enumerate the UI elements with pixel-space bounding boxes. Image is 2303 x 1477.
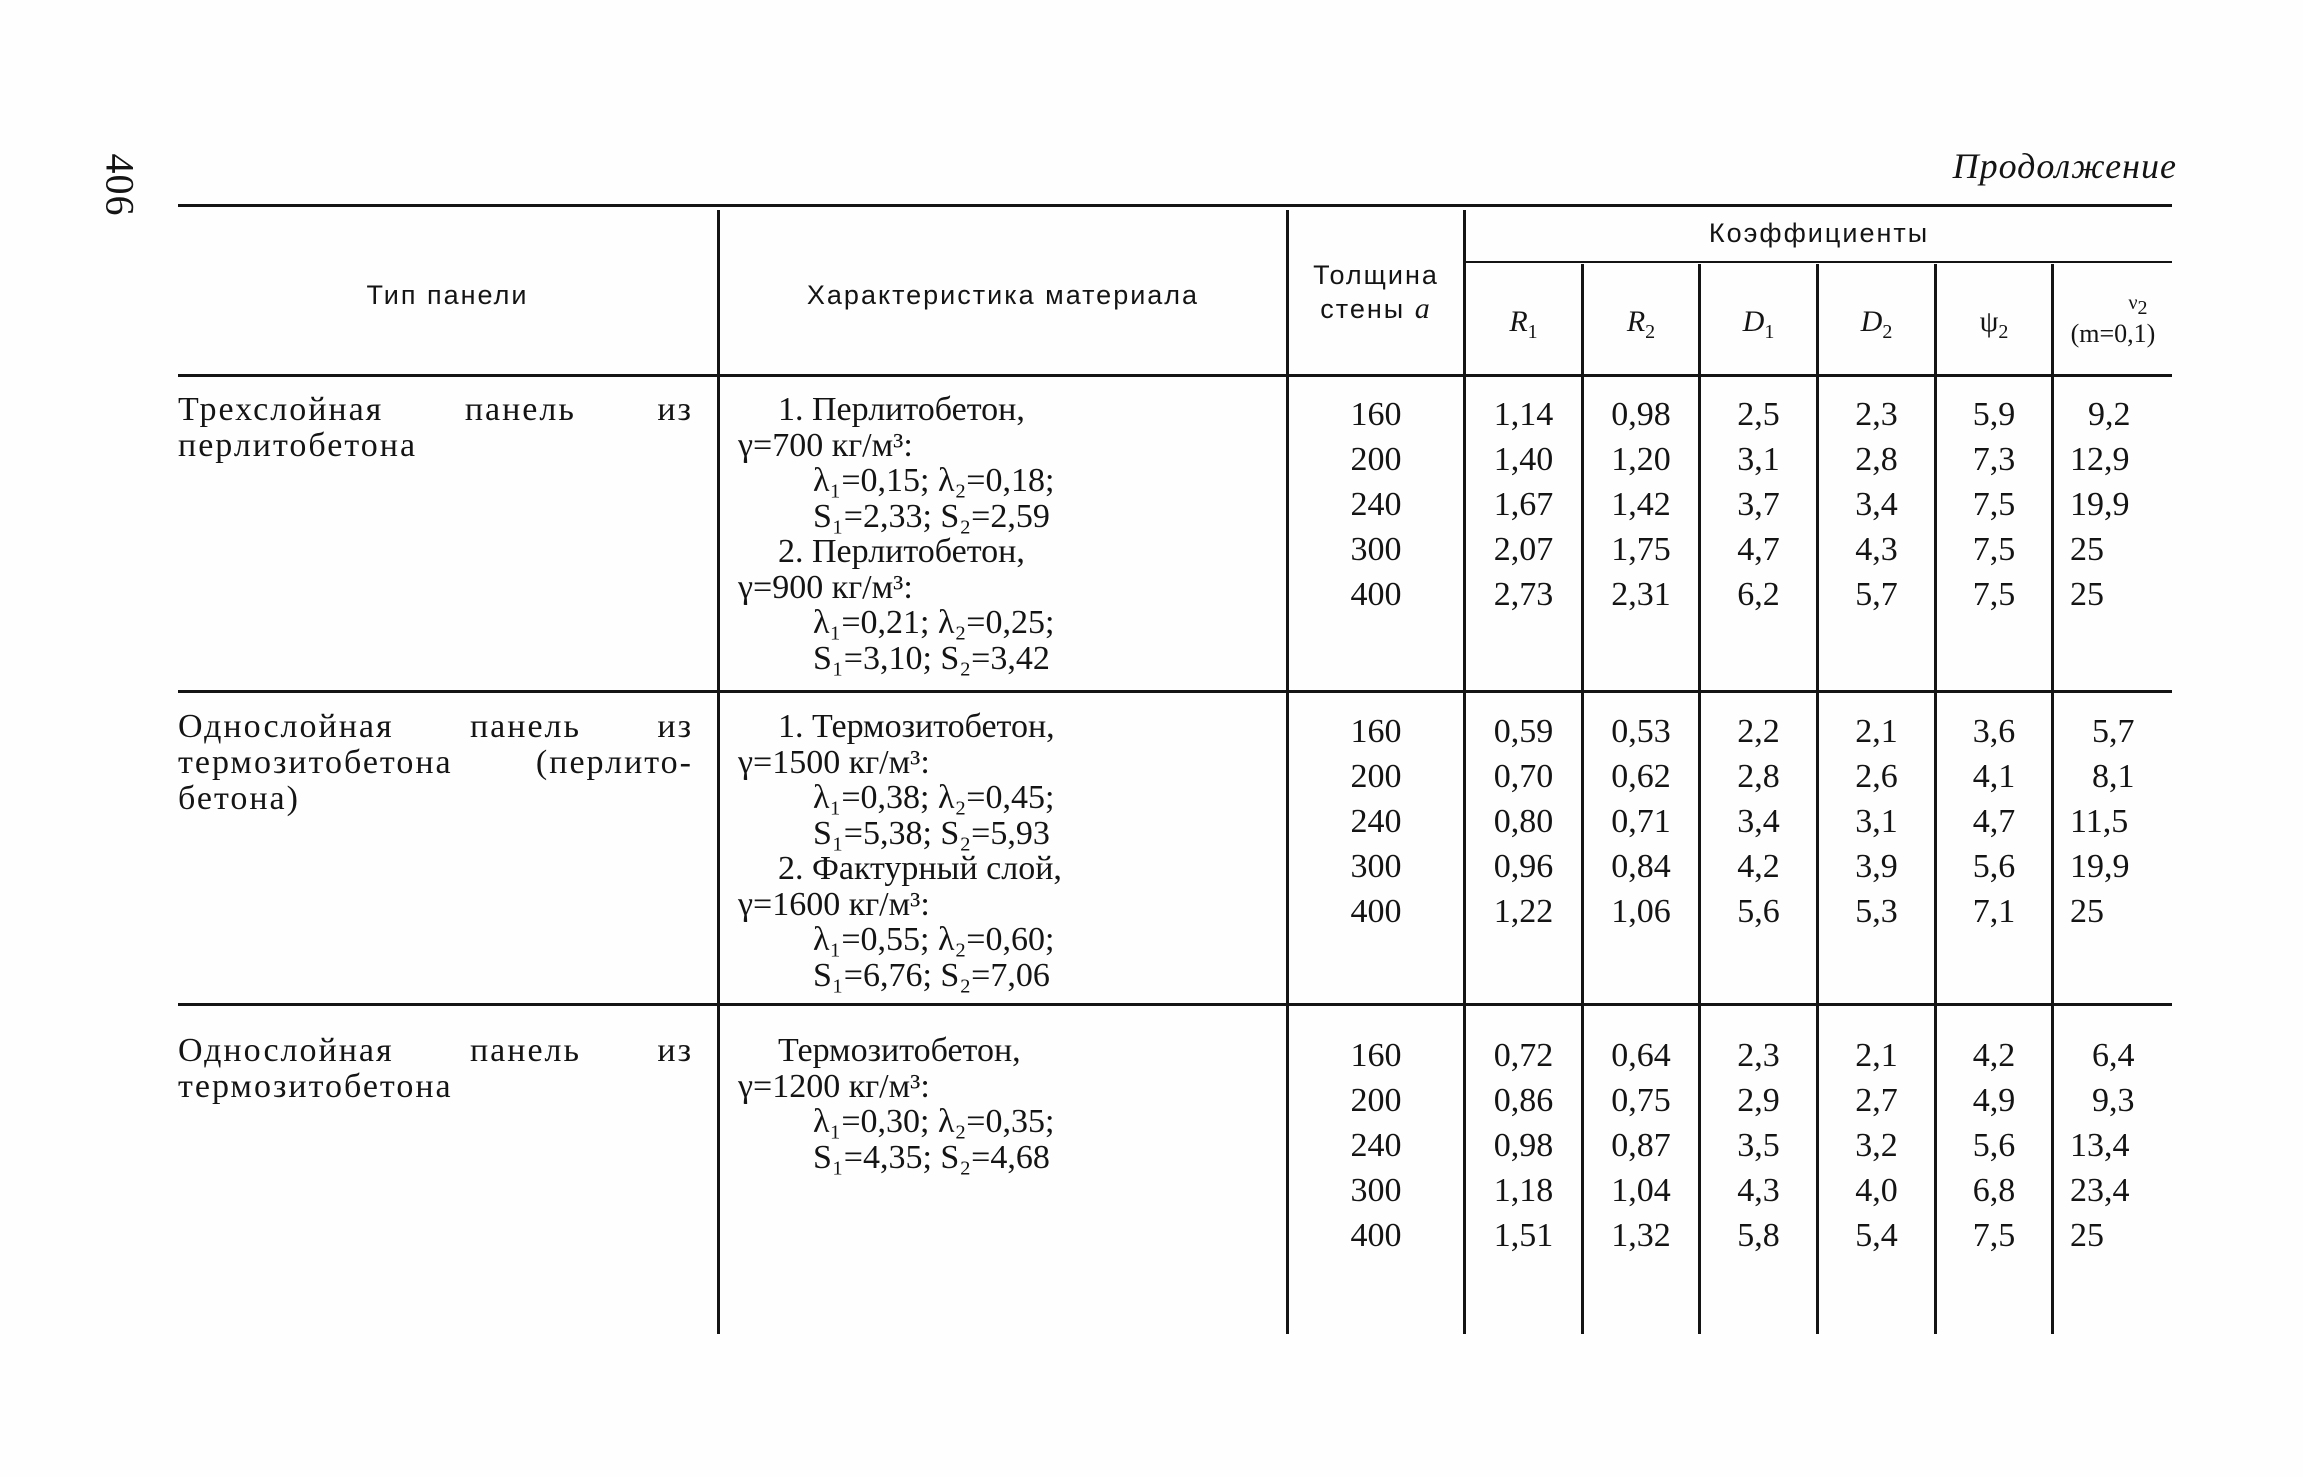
cell: 0,53 (1611, 713, 1671, 750)
cell: 4,7 (1972, 803, 2016, 840)
header-r1 (1466, 305, 1581, 344)
cell: 5,7 (1855, 576, 1898, 613)
row1-material-line: γ=700 кг/м³: (738, 426, 913, 464)
header-r2-symbol: R (1626, 305, 1646, 338)
row2-panel-type: Однослойная панель из термозитобетона (перлито-бетона) (178, 708, 693, 817)
header-nu2-symbol: ν (2128, 292, 2138, 314)
cell: 5,6 (1972, 848, 2016, 885)
cell: 2,3 (1737, 1037, 1780, 1074)
cell: 1,67 (1493, 486, 1554, 523)
cell: 4,9 (1972, 1082, 2016, 1119)
cell: 1,06 (1611, 893, 1671, 930)
row2-psi2-values (1937, 709, 2051, 934)
cell: 1,42 (1611, 486, 1671, 523)
cell: 0,86 (1493, 1082, 1554, 1119)
row2-material-line: 1. Термозитобетон, (778, 708, 1055, 745)
header-nu2-condition: (m=0,1) (2070, 319, 2156, 348)
row1-thickness-values (1289, 392, 1463, 617)
cell: 240 (1350, 803, 1402, 840)
row2-r2-values (1584, 709, 1698, 934)
cell: 5,4 (1855, 1217, 1898, 1254)
row3-material-line: Термозитобетон, (778, 1032, 1021, 1069)
header-d1 (1701, 305, 1816, 344)
cell: 6,2 (1737, 576, 1780, 613)
row1-material-line: S₁=2,33; S₂=2,59 (813, 497, 1050, 535)
cell: 400 (1350, 576, 1402, 613)
header-r1-symbol: R (1509, 305, 1528, 338)
row3-material-line: S₁=4,35; S₂=4,68 (813, 1138, 1050, 1176)
row1-material-line: λ₁=0,15; λ₂=0,18; (813, 462, 1055, 499)
cell: 2,9 (1737, 1082, 1780, 1119)
cell: 240 (1350, 486, 1402, 523)
cell: 0,72 (1493, 1037, 1554, 1074)
header-d2-symbol: D (1860, 305, 1883, 338)
cell: 0,98 (1611, 396, 1671, 433)
row2-material-line: S₁=5,38; S₂=5,93 (813, 814, 1050, 852)
cell: 2,1 (1855, 713, 1898, 750)
header-nu2-top (2054, 290, 2172, 321)
cell: 0,98 (1493, 1127, 1554, 1164)
cell: 4,7 (1737, 531, 1780, 568)
row3-thickness-values (1289, 1033, 1463, 1258)
col-divider-psi2 (2051, 264, 2054, 1334)
cell: 0,64 (1611, 1037, 1671, 1074)
row-divider-1 (178, 690, 2172, 693)
cell: 400 (1350, 1217, 1402, 1254)
cell: 0,71 (1611, 803, 1671, 840)
cell: 300 (1350, 848, 1402, 885)
cell: 2,2 (1737, 713, 1780, 750)
row3-r1-values (1466, 1033, 1581, 1258)
header-d1-sub: 1 (1764, 321, 1775, 343)
row3-material (738, 1033, 1054, 1175)
row1-material-line: λ₁=0,21; λ₂=0,25; (813, 604, 1055, 641)
row2-nu2-values (2070, 709, 2170, 934)
cell: 9,2 (2088, 396, 2131, 433)
cell: 200 (1350, 1082, 1402, 1119)
row2-material-line: λ₁=0,38; λ₂=0,45; (813, 779, 1055, 816)
cell: 1,40 (1493, 441, 1554, 478)
header-r2-sub: 2 (1645, 321, 1656, 343)
header-d2 (1819, 305, 1934, 344)
cell: 7,1 (1972, 893, 2016, 930)
cell: 5,3 (1855, 893, 1898, 930)
header-thickness-word: стены (1320, 294, 1406, 324)
row2-material-line: λ₁=0,55; λ₂=0,60; (813, 921, 1055, 958)
cell: 1,20 (1611, 441, 1671, 478)
col-divider-type (717, 210, 720, 1334)
row1-r2-values (1584, 392, 1698, 617)
cell: 3,2 (1855, 1127, 1898, 1164)
cell: 4,0 (1855, 1172, 1898, 1209)
cell: 1,04 (1611, 1172, 1671, 1209)
row3-panel-type: Однослойная панель из термозитобетона (178, 1032, 693, 1105)
cell: 3,4 (1855, 486, 1898, 523)
cell: 1,75 (1611, 531, 1671, 568)
cell: 1,18 (1493, 1172, 1554, 1209)
cell: 4,3 (1855, 531, 1898, 568)
cell: 240 (1350, 1127, 1402, 1164)
row2-r1-values (1466, 709, 1581, 934)
cell: 160 (1350, 1037, 1402, 1074)
header-r1-sub: 1 (1527, 321, 1538, 343)
cell: 1,51 (1493, 1217, 1554, 1254)
cell: 8,1 (2092, 758, 2135, 795)
cell: 0,75 (1611, 1082, 1671, 1119)
cell: 3,4 (1737, 803, 1780, 840)
cell: 200 (1350, 758, 1402, 795)
row1-nu2-values (2070, 392, 2170, 617)
row1-material (738, 392, 1054, 676)
cell: 7,5 (1972, 486, 2016, 523)
continued-label: Продолжение (1952, 146, 2177, 186)
row2-d1-values (1701, 709, 1816, 934)
header-thickness (1289, 258, 1463, 326)
cell: 0,70 (1493, 758, 1554, 795)
cell: 19,9 (2070, 848, 2130, 885)
row3-r2-values (1584, 1033, 1698, 1258)
cell: 11,5 (2070, 803, 2129, 840)
cell: 200 (1350, 441, 1402, 478)
header-thickness-line2 (1289, 292, 1463, 326)
cell: 7,5 (1972, 576, 2016, 613)
cell: 1,32 (1611, 1217, 1671, 1254)
row1-d1-values (1701, 392, 1816, 617)
cell: 5,7 (2092, 713, 2135, 750)
cell: 2,1 (1855, 1037, 1898, 1074)
row1-material-line: 2. Перлитобетон, (778, 533, 1025, 570)
row2-material (738, 709, 1062, 993)
cell: 9,3 (2092, 1082, 2135, 1119)
row3-d1-values (1701, 1033, 1816, 1258)
cell: 3,1 (1855, 803, 1898, 840)
cell: 0,87 (1611, 1127, 1671, 1164)
cell: 0,59 (1493, 713, 1554, 750)
cell: 13,4 (2070, 1127, 2130, 1164)
row3-d2-values (1819, 1033, 1934, 1258)
coefficients-rule (1466, 261, 2172, 263)
cell: 160 (1350, 396, 1402, 433)
row2-thickness-values (1289, 709, 1463, 934)
header-nu2 (2054, 290, 2172, 347)
row1-psi2-values (1937, 392, 2051, 617)
table-top-rule (178, 204, 2172, 207)
cell: 23,4 (2070, 1172, 2130, 1209)
row3-material-line: λ₁=0,30; λ₂=0,35; (813, 1103, 1055, 1140)
header-r2 (1584, 305, 1698, 344)
row1-d2-values (1819, 392, 1934, 617)
cell: 6,4 (2092, 1037, 2135, 1074)
cell: 25 (2070, 576, 2104, 613)
cell: 5,6 (1737, 893, 1780, 930)
row1-material-line: γ=900 кг/м³: (738, 568, 913, 606)
row2-material-line: 2. Фактурный слой, (778, 850, 1062, 887)
row3-psi2-values (1937, 1033, 2051, 1258)
cell: 7,3 (1972, 441, 2016, 478)
cell: 1,14 (1493, 396, 1554, 433)
header-panel-type: Тип панели (366, 280, 529, 310)
row1-material-line: S₁=3,10; S₂=3,42 (813, 639, 1050, 677)
cell: 2,8 (1737, 758, 1780, 795)
cell: 6,8 (1972, 1172, 2016, 1209)
cell: 3,6 (1972, 713, 2016, 750)
header-coefficients: Коэффициенты (1708, 218, 1930, 248)
cell: 300 (1350, 531, 1402, 568)
cell: 1,22 (1493, 893, 1554, 930)
cell: 19,9 (2070, 486, 2130, 523)
row-divider-2 (178, 1003, 2172, 1006)
header-psi2-symbol: ψ (1979, 305, 1999, 338)
cell: 160 (1350, 713, 1402, 750)
cell: 12,9 (2070, 441, 2130, 478)
cell: 2,7 (1855, 1082, 1898, 1119)
cell: 4,2 (1737, 848, 1780, 885)
cell: 7,5 (1972, 1217, 2016, 1254)
header-d1-symbol: D (1742, 305, 1765, 338)
header-d2-sub: 2 (1882, 321, 1893, 343)
cell: 7,5 (1972, 531, 2016, 568)
cell: 2,31 (1611, 576, 1671, 613)
cell: 300 (1350, 1172, 1402, 1209)
row1-material-line: 1. Перлитобетон, (778, 391, 1025, 428)
cell: 3,9 (1855, 848, 1898, 885)
cell: 4,3 (1737, 1172, 1780, 1209)
cell: 2,07 (1493, 531, 1554, 568)
cell: 25 (2070, 1217, 2104, 1254)
header-bottom-rule (178, 374, 2172, 377)
cell: 5,8 (1737, 1217, 1780, 1254)
cell: 4,1 (1972, 758, 2016, 795)
header-psi2 (1937, 305, 2051, 344)
cell: 2,73 (1493, 576, 1554, 613)
cell: 25 (2070, 531, 2104, 568)
header-material: Характеристика материала (806, 280, 1200, 310)
row3-nu2-values (2070, 1033, 2170, 1258)
row1-r1-values (1466, 392, 1581, 617)
row3-material-line: γ=1200 кг/м³: (738, 1067, 930, 1105)
page-number: 406 (97, 153, 143, 217)
cell: 4,2 (1972, 1037, 2016, 1074)
cell: 400 (1350, 893, 1402, 930)
row1-panel-type: Трехслойная панель из перлитобетона (178, 391, 693, 464)
cell: 0,84 (1611, 848, 1671, 885)
row2-material-line: S₁=6,76; S₂=7,06 (813, 956, 1050, 994)
row2-d2-values (1819, 709, 1934, 934)
cell: 5,9 (1972, 396, 2016, 433)
cell: 3,1 (1737, 441, 1780, 478)
cell: 2,3 (1855, 396, 1898, 433)
cell: 2,8 (1855, 441, 1898, 478)
cell: 0,80 (1493, 803, 1554, 840)
cell: 2,6 (1855, 758, 1898, 795)
cell: 5,6 (1972, 1127, 2016, 1164)
cell: 25 (2070, 893, 2104, 930)
cell: 3,5 (1737, 1127, 1780, 1164)
row2-material-line: γ=1600 кг/м³: (738, 885, 930, 923)
cell: 0,96 (1493, 848, 1554, 885)
header-psi2-sub: 2 (1998, 321, 2009, 343)
header-thickness-symbol: a (1414, 292, 1432, 325)
cell: 2,5 (1737, 396, 1780, 433)
row2-material-line: γ=1500 кг/м³: (738, 743, 930, 781)
header-nu2-sub: 2 (2137, 297, 2148, 319)
header-thickness-line1: Толщина (1313, 260, 1439, 290)
cell: 0,62 (1611, 758, 1671, 795)
cell: 3,7 (1737, 486, 1780, 523)
